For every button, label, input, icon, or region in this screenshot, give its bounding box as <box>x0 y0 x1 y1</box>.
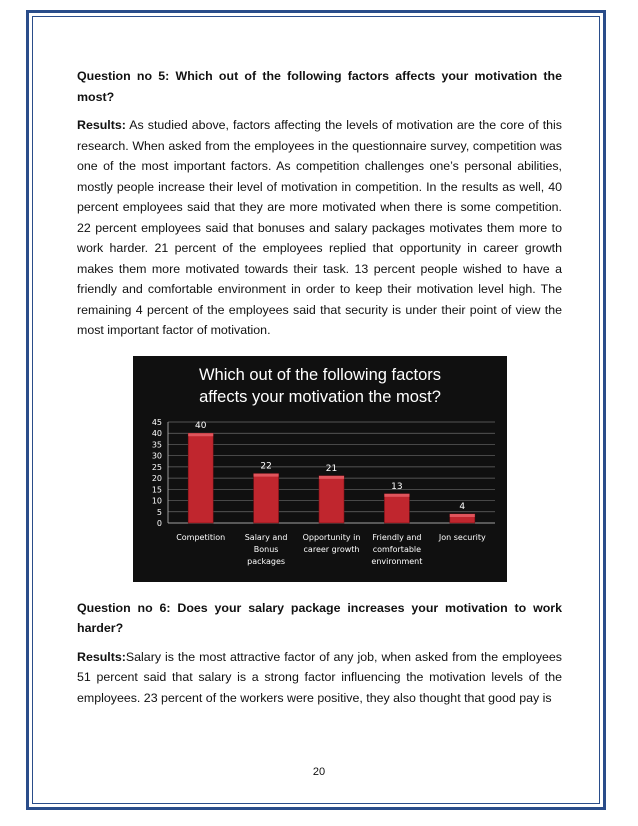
data-label: 22 <box>260 461 272 472</box>
y-tick-label: 20 <box>151 473 162 483</box>
bar-highlight <box>319 475 344 478</box>
question-6-results <box>77 647 562 709</box>
page-number: 20 <box>312 766 326 778</box>
bar-highlight <box>254 473 279 476</box>
chart-title-line-2: affects your motivation the most? <box>199 387 441 406</box>
chart-plot <box>133 356 507 582</box>
page-content <box>77 66 562 708</box>
x-category-label: Bonus <box>253 544 279 554</box>
x-category-label: Opportunity in <box>302 532 361 542</box>
y-tick-label: 30 <box>151 451 162 461</box>
motivation-factors-chart <box>133 356 507 582</box>
y-tick-label: 45 <box>151 417 162 427</box>
x-category-label: Competition <box>176 532 226 542</box>
question-6-heading: Question no 6: Does your salary package increases your motivation to work harder? <box>77 600 562 635</box>
x-category-label: packages <box>247 556 286 566</box>
bar-highlight <box>188 433 213 436</box>
y-tick-label: 0 <box>156 518 162 528</box>
results-text: As studied above, factors affecting the levels of motivation are the core of this research. When asked from the employees in the questionnaire survey, competition was one of the most important factors. As competition challenges one’s personal abilities, mostly people increase their level of motivation in competition. In the results as well, 40 percent employees said that they are more motivated when there is some competition. 22 percent employees said that bonuses and salary packages motivates them more to work harder. 21 percent of the employees replied that opportunity in career growth makes them more motivated towards their task. 13 percent people wished to have a friendly and comfortable environment in order to keep their motivation level high. The remaining 4 percent of the employees said that security is under their point of view the most important factor of motivation. <box>77 118 562 337</box>
y-tick-label: 5 <box>156 507 162 517</box>
results-text: Salary is the most attractive factor of any job, when asked from the employees 51 percent said that salary is a strong factor influencing the motivation levels of the employees. 23 percent of the workers were positive, they also thought that good pay is <box>77 649 562 705</box>
question-5-heading: Question no 5: Which out of the following factors affects your motivation the most? <box>77 69 562 104</box>
bar-highlight <box>450 514 475 517</box>
x-category-label: career growth <box>303 544 360 554</box>
bar <box>188 433 213 523</box>
y-tick-label: 25 <box>151 462 162 472</box>
x-category-label: Friendly and <box>372 532 422 542</box>
data-label: 4 <box>459 501 466 512</box>
x-category-label: comfortable <box>372 544 422 554</box>
data-label: 21 <box>325 463 338 474</box>
bar <box>384 493 409 522</box>
y-tick-label: 35 <box>151 439 162 449</box>
chart-title-line-1: Which out of the following factors <box>198 365 442 384</box>
results-label: Results: <box>77 118 126 132</box>
bar <box>319 475 344 522</box>
x-category-label: Jon security <box>438 532 486 542</box>
y-tick-label: 15 <box>151 484 162 494</box>
bar-highlight <box>384 493 409 496</box>
results-label: Results: <box>77 649 126 664</box>
x-category-label: Salary and <box>244 532 288 542</box>
bar <box>254 473 279 522</box>
x-category-label: environment <box>371 556 423 566</box>
y-tick-label: 10 <box>151 496 162 506</box>
y-tick-label: 40 <box>151 428 162 438</box>
data-label: 13 <box>391 481 403 492</box>
data-label: 40 <box>194 420 207 431</box>
question-5-results <box>77 115 562 341</box>
